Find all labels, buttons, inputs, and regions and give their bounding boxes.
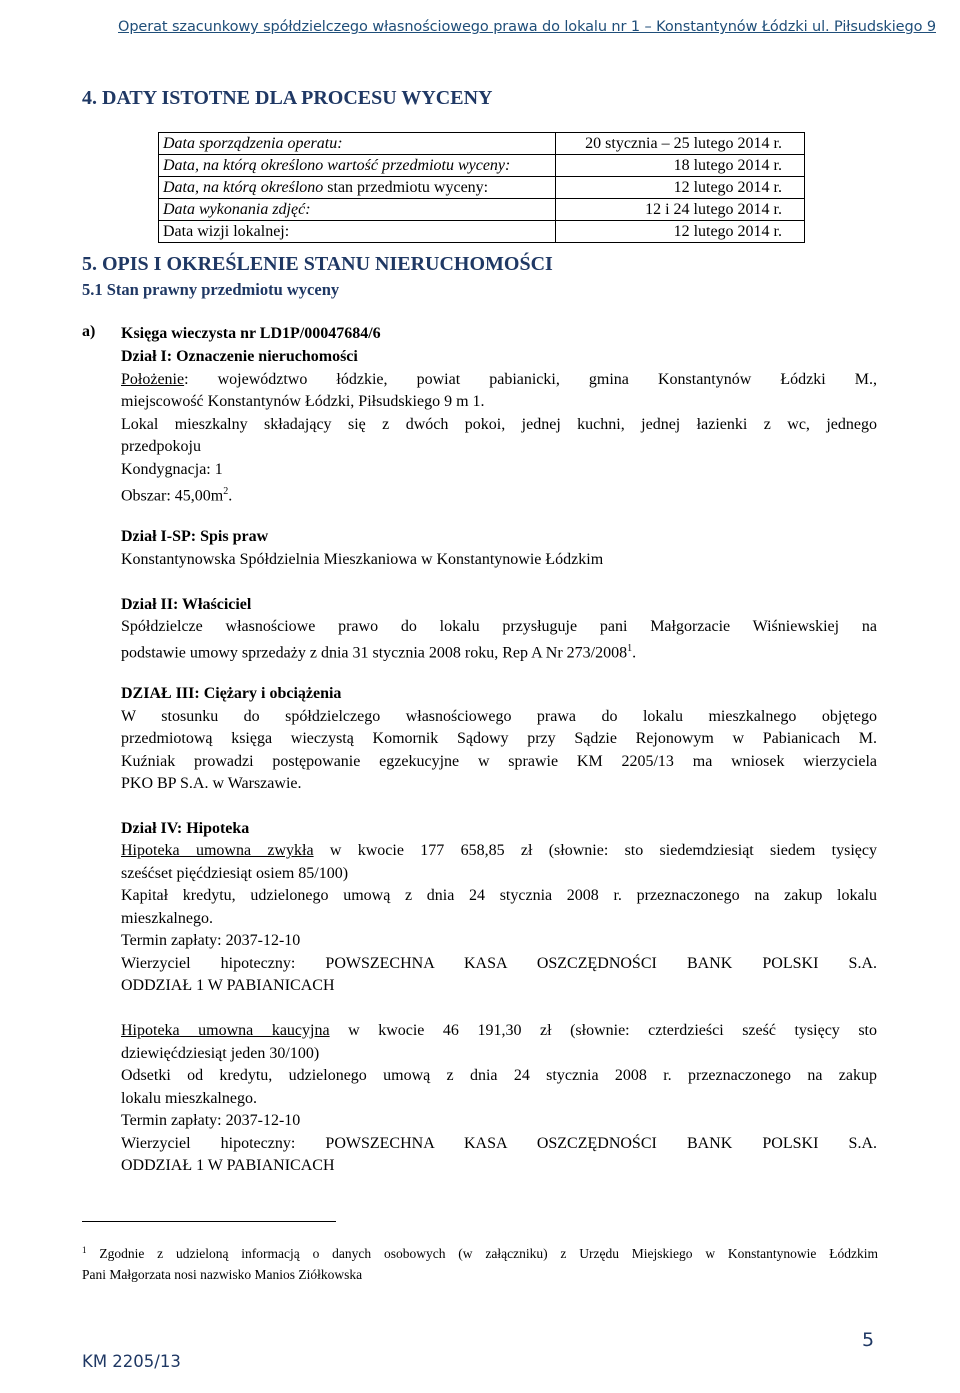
- footnote-separator: [82, 1221, 336, 1222]
- list-marker: a): [82, 323, 96, 340]
- dates-table: [158, 132, 805, 243]
- table-row: [159, 221, 805, 243]
- mortgage-1-type: Hipoteka umowna zwykła: [121, 842, 314, 859]
- date-label: [159, 177, 556, 199]
- mortgage-2-line-4: lokalu mieszkalnego.: [121, 1090, 257, 1107]
- burden-line: Kuźniak prowadzi postępowanie egzekucyjne w sprawie KM 2205/13 ma wniosek wierzyciela: [121, 753, 877, 770]
- mortgage-1-creditor-2: ODDZIAŁ 1 W PABIANICACH: [121, 977, 335, 994]
- owner-line-2-text: podstawie umowy sprzedaży z dnia 31 stycznia 2008 roku, Rep A Nr 273/2008: [121, 644, 628, 662]
- dzial-1sp-text: Konstantynowska Spółdzielnia Mieszkaniowa w Konstantynowie Łódzkim: [121, 551, 604, 568]
- dzial-4-heading: Dział IV: Hipoteka: [121, 820, 250, 837]
- section-5-title: 5. OPIS I OKREŚLENIE STANU NIERUCHOMOŚCI: [82, 253, 553, 275]
- dzial-1-heading: Dział I: Oznaczenie nieruchomości: [121, 348, 358, 365]
- area-sup: 2: [223, 486, 229, 497]
- date-value: 12 lutego 2014 r.: [556, 221, 805, 243]
- date-label: Data, na którą określono wartość przedmiotu wyceny:: [159, 155, 556, 177]
- date-value: 12 lutego 2014 r.: [556, 177, 805, 199]
- dzial-2-heading: Dział II: Właściciel: [121, 596, 252, 613]
- mortgage-1-amount: w kwocie 177 658,85 zł (słownie: sto siedemdziesiąt siedem tysięcy: [313, 842, 878, 859]
- section-4-title: 4. DATY ISTOTNE DLA PROCESU WYCENY: [82, 87, 493, 109]
- footnote-line-2: Pani Małgorzata nosi nazwisko Manios Ziółkowska: [82, 1267, 363, 1282]
- mortgage-1-line: [121, 840, 877, 862]
- table-row: [159, 155, 805, 177]
- date-label: Data wizji lokalnej:: [159, 221, 556, 243]
- case-number: KM 2205/13: [82, 1352, 181, 1371]
- footnote: [82, 1240, 878, 1285]
- owner-line-2: [121, 638, 877, 664]
- footnote-line: [82, 1240, 878, 1264]
- dzial-1sp-heading: Dział I-SP: Spis praw: [121, 528, 269, 545]
- mortgage-2-line-2: dziewięćdziesiąt jeden 30/100): [121, 1045, 320, 1062]
- mortgage-1-due-date: Termin zapłaty: 2037-12-10: [121, 932, 301, 949]
- mortgage-2-due-date: Termin zapłaty: 2037-12-10: [121, 1112, 301, 1129]
- dzial-3-heading: DZIAŁ III: Ciężary i obciążenia: [121, 685, 342, 702]
- section-5-1-title: 5.1 Stan prawny przedmiotu wyceny: [82, 280, 340, 299]
- land-register-heading: Księga wieczysta nr LD1P/00047684/6: [121, 325, 381, 342]
- date-label: Data sporządzenia operatu:: [159, 133, 556, 155]
- table-row: [159, 199, 805, 221]
- owner-line: Spółdzielcze własnościowe prawo do lokalu przysługuje pani Małgorzacie Wiśniewskiej na: [121, 618, 877, 635]
- table-row: [159, 177, 805, 199]
- mortgage-1-line-4: mieszkalnego.: [121, 910, 213, 927]
- footnote-mark: 1: [82, 1245, 87, 1255]
- unit-description-line-2: przedpokoju: [121, 438, 201, 455]
- burden-line: przedmiotową księga wieczystą Komornik Sądowy przy Sądzie Rejonowym w Pabianicach M.: [121, 730, 877, 747]
- burden-line: W stosunku do spółdzielczego własnościowego prawa do lokalu mieszkalnego objętego: [121, 708, 877, 725]
- mortgage-1-line-2: sześćset pięćdziesiąt osiem 85/100): [121, 865, 349, 882]
- area-end: .: [228, 487, 233, 505]
- table-row: [159, 133, 805, 155]
- location-label: Położenie: [121, 371, 185, 388]
- date-value: 20 stycznia – 25 lutego 2014 r.: [556, 133, 805, 155]
- mortgage-2-amount: w kwocie 46 191,30 zł (słownie: czterdzieści sześć tysięcy sto: [329, 1022, 878, 1039]
- mortgage-1-creditor: Wierzyciel hipoteczny: POWSZECHNA KASA OSZCZĘDNOŚCI BANK POLSKI S.A.: [121, 955, 877, 972]
- location-text: : województwo łódzkie, powiat pabianicki, gmina Konstantynów Łódzki M.,: [184, 371, 877, 388]
- page-number: 5: [862, 1329, 875, 1351]
- footnote-text: Zgodnie z udzieloną informacją o danych osobowych (w załączniku) z Urzędu Miejskiego w Konstantynowie Łódzkim: [86, 1246, 878, 1261]
- location-line: [121, 369, 877, 391]
- date-label: Data wykonania zdjęć:: [159, 199, 556, 221]
- burden-line: PKO BP S.A. w Warszawie.: [121, 775, 302, 792]
- date-value: 18 lutego 2014 r.: [556, 155, 805, 177]
- mortgage-1-line-3: Kapitał kredytu, udzielonego umową z dnia 24 stycznia 2008 r. przeznaczonego na zakup lokalu: [121, 887, 877, 904]
- mortgage-2-creditor: Wierzyciel hipoteczny: POWSZECHNA KASA OSZCZĘDNOŚCI BANK POLSKI S.A.: [121, 1135, 877, 1152]
- floor-level: Kondygnacja: 1: [121, 461, 223, 478]
- location-line-2: miejscowość Konstantynów Łódzki, Piłsudskiego 9 m 1.: [121, 393, 485, 410]
- mortgage-2-type: Hipoteka umowna kaucyjna: [121, 1022, 330, 1039]
- footnote-ref: 1: [627, 643, 633, 654]
- date-value: 12 i 24 lutego 2014 r.: [556, 199, 805, 221]
- mortgage-2-line-3: Odsetki od kredytu, udzielonego umową z dnia 24 stycznia 2008 r. przeznaczonego na zakup: [121, 1067, 877, 1084]
- mortgage-2-line: [121, 1020, 877, 1042]
- area-value: Obszar: 45,00m: [121, 487, 224, 505]
- area-line: [121, 481, 877, 507]
- date-label-plain: stan przedmiotu wyceny:: [327, 178, 489, 196]
- running-header: Operat szacunkowy spółdzielczego własnościowego prawa do lokalu nr 1 – Konstantynów Łódzki ul. Piłsudskiego 9: [118, 19, 936, 35]
- owner-line-2-end: .: [632, 644, 637, 662]
- unit-description-line: Lokal mieszkalny składający się z dwóch pokoi, jednej kuchni, jednej łazienki z wc, jednego: [121, 416, 877, 433]
- date-label-italic: Data, na którą określono: [163, 178, 324, 196]
- mortgage-2-creditor-2: ODDZIAŁ 1 W PABIANICACH: [121, 1157, 335, 1174]
